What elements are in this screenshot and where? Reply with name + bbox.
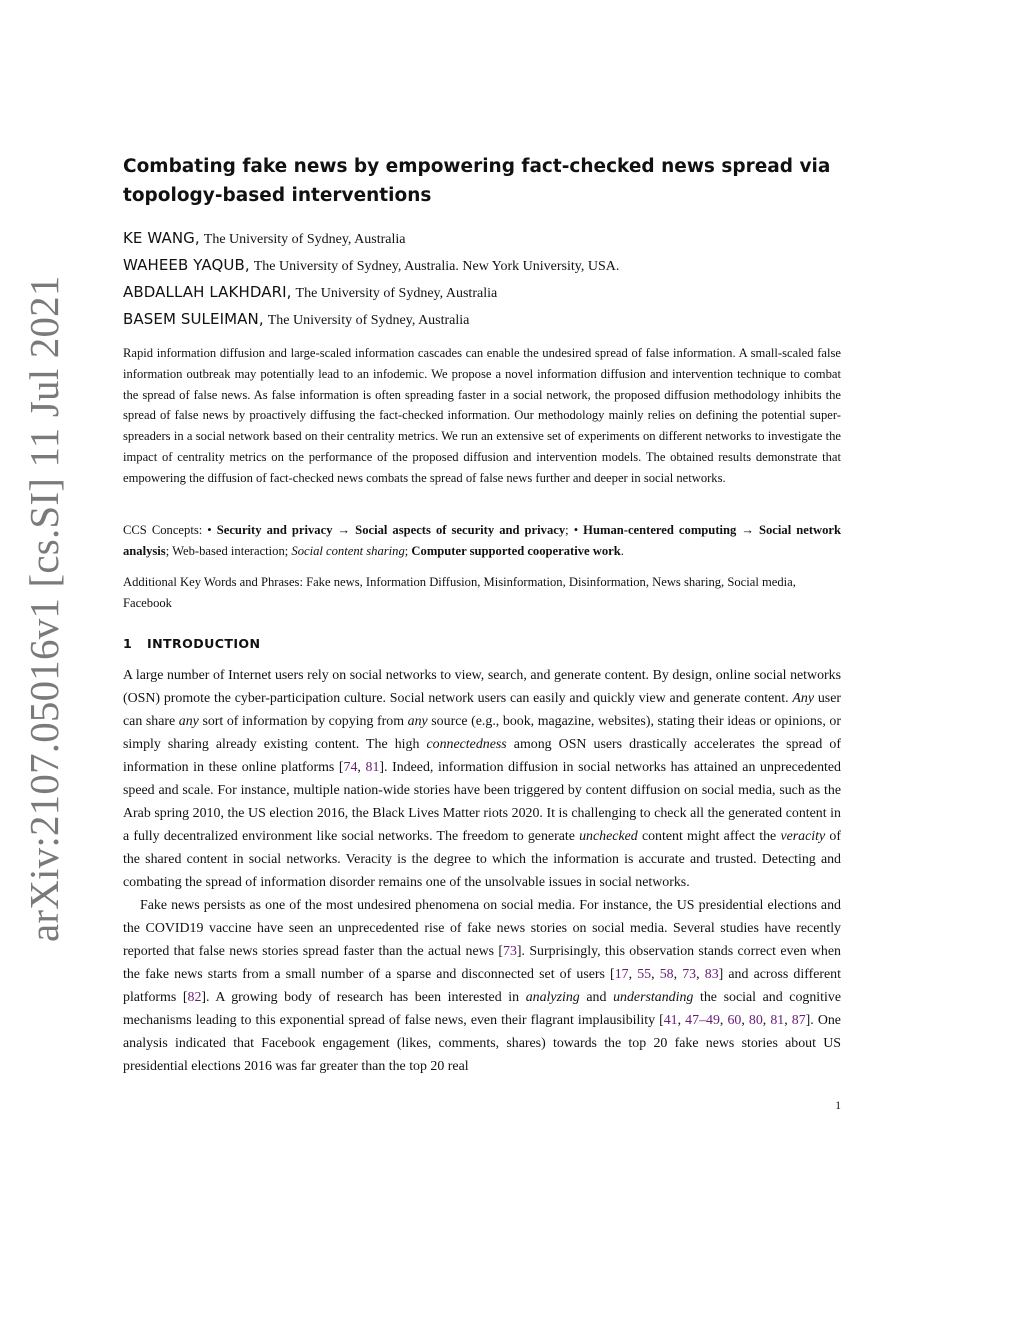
paragraph [123, 664, 841, 894]
citation-link[interactable]: 81 [365, 760, 380, 775]
ccs-separator: ; • [565, 523, 579, 537]
text-run: content might affect the [641, 829, 777, 844]
author-entry [123, 307, 841, 334]
text-run: ]. Indeed, information diffusion in social networks has attained an unprecedented speed and scale. For instance, multiple nation-wide stories have been triggered by content diffusion on social media, such as the Arab spring 2010, the US election 2016, the Black Lives Matter riots 2020. It is challenging to check all the generated content in a fully decentralized environment like social networks. The freedom to generate [123, 760, 841, 844]
ccs-concepts [123, 520, 841, 562]
ccs-label: CCS Concepts: • [123, 523, 212, 537]
author-name: KE WANG, [123, 229, 200, 247]
ccs-concept-cscw: Computer supported cooperative work [411, 543, 621, 558]
body-text [123, 664, 841, 1078]
citation-separator: , [628, 967, 633, 982]
citation-separator: , [651, 967, 655, 982]
section-heading [123, 636, 841, 651]
author-affiliation: The University of Sydney, Australia. New York University, USA. [253, 259, 620, 274]
citation-link[interactable]: 74 [343, 760, 358, 775]
text-run: among OSN users drastically accelerates the spread of information in these online platforms [ [123, 737, 841, 775]
citation-link[interactable]: 41 [663, 1013, 678, 1028]
emphasis: any [178, 714, 199, 729]
ccs-separator: ; Web-based interaction; [165, 543, 289, 558]
citation-link[interactable]: 80 [748, 1013, 763, 1028]
citation-separator: , [719, 1013, 724, 1028]
author-affiliation: The University of Sydney, Australia [203, 232, 406, 247]
text-run: the social and cognitive mechanisms leading to this exponential spread of false news, even their flagrant implausibility [ [123, 990, 841, 1028]
text-run: ]. Surprisingly, this observation stands correct even when the fake news starts from a small number of a sparse and disconnected set of users [ [123, 944, 841, 982]
citation-separator: , [673, 967, 678, 982]
paper-title: Combating fake news by empowering fact-checked news spread via topology-based interventions [123, 156, 831, 206]
citation-link[interactable]: 73 [503, 944, 517, 959]
citation-link[interactable]: 55 [637, 967, 652, 982]
author-list [123, 226, 841, 334]
citation-separator: , [696, 967, 700, 982]
text-run: ] and across different platforms [ [123, 967, 841, 1005]
text-run: user can share [123, 691, 841, 729]
citation-link[interactable]: 60 [727, 1013, 742, 1028]
paragraph [123, 894, 841, 1078]
citation-separator: , [677, 1013, 682, 1028]
text-run: A large number of Internet users rely on social networks to view, search, and generate content. By design, online social networks (OSN) promote the cyber-participation culture. Social network users can easily and quickly view and generate content. [123, 668, 841, 706]
ccs-end: . [620, 543, 624, 558]
citation-link[interactable]: 83 [704, 967, 719, 982]
abstract: Rapid information diffusion and large-scaled information cascades can enable the undesired spread of false information. A small-scaled false information outbreak may potentially lead to an infodemic. We propose a novel information diffusion and intervention technique to combat the spread of false news. As false information is often spreading faster in a social network, the proposed diffusion methodology inhibits the spread of false news by proactively diffusing the fact-checked information. Our methodology mainly relies on defining the potential super-spreaders in a social network based on their centrality metrics. We run an extensive set of experiments on different networks to investigate the impact of centrality metrics on the performance of the proposed diffusion and intervention models. The obtained results demonstrate that empowering the diffusion of fact-checked news combats the spread of false news further and deeper in social networks. [123, 346, 841, 485]
text-run: and [586, 990, 607, 1005]
emphasis: connectedness [426, 737, 507, 752]
ccs-concept-social-content: Social content sharing [291, 543, 405, 558]
ccs-separator: ; [404, 543, 409, 558]
text-run: source (e.g., book, magazine, websites), stating their ideas or opinions, or simply sharing already existing content. The high [123, 714, 841, 752]
citation-link[interactable]: 47–49 [685, 1013, 720, 1028]
emphasis: analyzing [525, 990, 580, 1005]
emphasis: understanding [613, 990, 694, 1005]
citation-link[interactable]: 82 [187, 990, 202, 1005]
citation-link[interactable]: 87 [791, 1013, 806, 1028]
author-name: BASEM SULEIMAN, [123, 310, 264, 328]
author-affiliation: The University of Sydney, Australia [295, 286, 498, 301]
arxiv-identifier: arXiv:2107.05016v1 [cs.SI] 11 Jul 2021 [21, 275, 67, 942]
text-run: Fake news persists as one of the most undesired phenomena on social media. For instance, the US presidential elections and the COVID19 vaccine have seen an unprecedented rise of fake news stories on social media. Several studies have recently reported that false news stories spread faster than the actual news [ [123, 898, 841, 959]
author-affiliation: The University of Sydney, Australia [267, 313, 470, 328]
citation-link[interactable]: 73 [682, 967, 697, 982]
emphasis: Any [792, 691, 815, 706]
citation-link[interactable]: 81 [770, 1013, 785, 1028]
text-run: sort of information by copying from [202, 714, 405, 729]
citation-separator: , [784, 1013, 788, 1028]
emphasis: veracity [780, 829, 826, 844]
citation-separator: , [357, 760, 361, 775]
author-name: WAHEEB YAQUB, [123, 256, 250, 274]
section-number: 1 [123, 636, 133, 651]
text-run: of the shared content in social networks. Veracity is the degree to which the information is accurate and trusted. Detecting and combating the spread of information disorder remains one of the unsolvable issues in social networks. [123, 829, 841, 890]
keywords: Additional Key Words and Phrases: Fake news, Information Diffusion, Misinformation, Disinformation, News sharing, Social media, Facebook [123, 575, 796, 610]
author-entry [123, 226, 841, 253]
emphasis: any [407, 714, 428, 729]
page-number: 1 [835, 1100, 841, 1112]
text-run: ]. One analysis indicated that Facebook engagement (likes, comments, shares) towards the top 20 fake news stories about US presidential elections 2016 was far greater than the top 20 real [123, 1013, 841, 1074]
text-run: ]. A growing body of research has been interested in [201, 990, 520, 1005]
ccs-concept-hcc: Human-centered computing → Social network analysis [123, 523, 842, 558]
citation-separator: , [741, 1013, 745, 1028]
citation-separator: , [762, 1013, 767, 1028]
emphasis: unchecked [579, 829, 638, 844]
citation-link[interactable]: 58 [659, 967, 674, 982]
author-name: ABDALLAH LAKHDARI, [123, 283, 292, 301]
citation-link[interactable]: 17 [614, 967, 629, 982]
ccs-concept-security: Security and privacy → Social aspects of security and privacy [216, 523, 566, 537]
author-entry [123, 253, 841, 280]
author-entry [123, 280, 841, 307]
section-title: INTRODUCTION [147, 636, 261, 651]
